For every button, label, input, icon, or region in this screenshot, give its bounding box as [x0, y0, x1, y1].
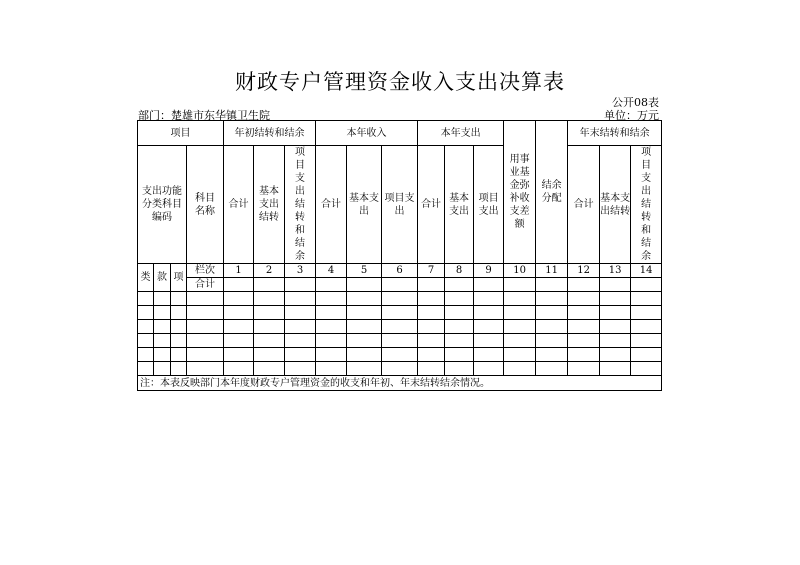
data-cell: [285, 348, 316, 362]
header-distribution: 结余分配: [536, 121, 568, 264]
table-row: [138, 320, 662, 334]
data-cell: [536, 348, 568, 362]
data-cell: [474, 362, 504, 376]
data-cell: [504, 362, 536, 376]
data-cell: [504, 320, 536, 334]
data-cell: [171, 320, 187, 334]
col-number: 4: [316, 264, 347, 278]
data-cell: [224, 348, 254, 362]
data-cell: [600, 320, 631, 334]
data-cell: [445, 292, 474, 306]
data-cell: [504, 278, 536, 292]
data-cell: [138, 292, 154, 306]
data-cell: [445, 278, 474, 292]
data-cell: [568, 306, 600, 320]
data-cell: [474, 320, 504, 334]
header-kuan: 款: [154, 264, 171, 292]
data-cell: [347, 348, 382, 362]
data-cell: [568, 362, 600, 376]
form-number: 公开08表: [612, 96, 659, 109]
data-cell: [418, 362, 445, 376]
data-cell: [418, 292, 445, 306]
header-begin-basic: 基本支出结转: [254, 146, 285, 264]
department-label: 部门：楚雄市东华镇卫生院: [138, 109, 270, 122]
data-cell: [171, 306, 187, 320]
header-end-group: 年末结转和结余: [568, 121, 662, 146]
header-income-group: 本年收入: [316, 121, 418, 146]
data-cell: [254, 334, 285, 348]
header-subject-name: 科目名称: [187, 146, 224, 264]
data-cell: [445, 320, 474, 334]
data-cell: [347, 306, 382, 320]
data-cell: [254, 292, 285, 306]
data-cell: [347, 278, 382, 292]
report-table: [137, 120, 662, 391]
col-number: 13: [600, 264, 631, 278]
data-cell: [600, 278, 631, 292]
data-cell: [254, 320, 285, 334]
data-cell: [536, 320, 568, 334]
data-cell: [600, 362, 631, 376]
data-cell: [224, 278, 254, 292]
data-cell: [418, 320, 445, 334]
data-cell: [382, 292, 418, 306]
data-cell: [568, 348, 600, 362]
data-cell: [631, 292, 662, 306]
data-cell: [154, 320, 171, 334]
data-cell: [504, 306, 536, 320]
col-number: 6: [382, 264, 418, 278]
unit-label: 单位：万元: [604, 109, 659, 122]
col-number: 8: [445, 264, 474, 278]
data-cell: [600, 348, 631, 362]
data-cell: [418, 306, 445, 320]
col-number: 1: [224, 264, 254, 278]
data-cell: [474, 306, 504, 320]
data-cell: [536, 334, 568, 348]
data-cell: [600, 306, 631, 320]
data-cell: [382, 334, 418, 348]
data-cell: [171, 362, 187, 376]
header-subsidy: 用事业基金弥补收支差额: [504, 121, 536, 264]
data-cell: [536, 278, 568, 292]
data-cell: [474, 334, 504, 348]
data-cell: [254, 362, 285, 376]
header-expense-project: 项目支出: [474, 146, 504, 264]
data-cell: [316, 320, 347, 334]
data-cell: [347, 334, 382, 348]
col-number: 14: [631, 264, 662, 278]
data-cell: [382, 348, 418, 362]
data-cell: [382, 320, 418, 334]
data-cell: [187, 320, 224, 334]
header-income-project: 项目支出: [382, 146, 418, 264]
data-cell: [154, 306, 171, 320]
data-cell: [316, 348, 347, 362]
data-cell: [600, 292, 631, 306]
data-cell: [138, 306, 154, 320]
data-cell: [171, 348, 187, 362]
table-row: [138, 292, 662, 306]
data-cell: [138, 320, 154, 334]
data-cell: [631, 278, 662, 292]
data-cell: [154, 292, 171, 306]
data-cell: [347, 362, 382, 376]
table-row: [138, 348, 662, 362]
header-expense-basic: 基本支出: [445, 146, 474, 264]
data-cell: [316, 278, 347, 292]
data-cell: [418, 334, 445, 348]
data-cell: [347, 292, 382, 306]
data-cell: [418, 348, 445, 362]
header-end-basic: 基本支出结转: [600, 146, 631, 264]
data-cell: [382, 362, 418, 376]
data-cell: [504, 348, 536, 362]
data-cell: [474, 292, 504, 306]
data-cell: [285, 292, 316, 306]
col-number: 10: [504, 264, 536, 278]
data-cell: [631, 334, 662, 348]
data-cell: [187, 334, 224, 348]
header-begin-group: 年初结转和结余: [224, 121, 316, 146]
data-cell: [138, 348, 154, 362]
data-cell: [568, 278, 600, 292]
col-number: 2: [254, 264, 285, 278]
data-cell: [445, 348, 474, 362]
header-lanci: 栏次: [187, 264, 224, 278]
header-end-project: 项目支出结转和结余: [631, 146, 662, 264]
data-cell: [316, 362, 347, 376]
data-cell: [536, 362, 568, 376]
data-cell: [138, 362, 154, 376]
data-cell: [285, 320, 316, 334]
data-cell: [316, 306, 347, 320]
header-income-total: 合计: [316, 146, 347, 264]
col-number: 7: [418, 264, 445, 278]
data-cell: [138, 334, 154, 348]
data-cell: [224, 362, 254, 376]
data-cell: [504, 292, 536, 306]
data-cell: [631, 306, 662, 320]
data-cell: [187, 306, 224, 320]
header-func-code: 支出功能分类科目编码: [138, 146, 187, 264]
data-cell: [224, 292, 254, 306]
data-cell: [631, 348, 662, 362]
header-begin-project: 项目支出结转和结余: [285, 146, 316, 264]
data-cell: [631, 320, 662, 334]
col-number: 9: [474, 264, 504, 278]
data-cell: [171, 292, 187, 306]
data-cell: [171, 334, 187, 348]
data-cell: [154, 334, 171, 348]
col-number: 3: [285, 264, 316, 278]
data-cell: [347, 320, 382, 334]
data-cell: [224, 320, 254, 334]
header-item: 项目: [138, 121, 224, 146]
data-cell: [568, 292, 600, 306]
header-lei: 类: [138, 264, 154, 292]
data-cell: [474, 278, 504, 292]
data-cell: [187, 348, 224, 362]
data-cell: [568, 320, 600, 334]
col-number: 11: [536, 264, 568, 278]
header-begin-total: 合计: [224, 146, 254, 264]
header-income-basic: 基本支出: [347, 146, 382, 264]
data-cell: [474, 348, 504, 362]
row-total-label: 合计: [187, 278, 224, 292]
header-expense-total: 合计: [418, 146, 445, 264]
data-cell: [600, 334, 631, 348]
data-cell: [285, 278, 316, 292]
data-cell: [418, 278, 445, 292]
col-number: 12: [568, 264, 600, 278]
table-row: [138, 362, 662, 376]
data-cell: [154, 362, 171, 376]
data-cell: [154, 348, 171, 362]
header-expense-group: 本年支出: [418, 121, 504, 146]
header-end-total: 合计: [568, 146, 600, 264]
data-cell: [445, 334, 474, 348]
table-note: 注：本表反映部门本年度财政专户管理资金的收支和年初、年末结转结余情况。: [138, 376, 662, 391]
data-cell: [316, 334, 347, 348]
data-cell: [445, 362, 474, 376]
data-cell: [285, 306, 316, 320]
col-number: 5: [347, 264, 382, 278]
table-row: [138, 334, 662, 348]
report-title: 财政专户管理资金收入支出决算表: [235, 70, 565, 94]
data-cell: [536, 306, 568, 320]
data-cell: [224, 334, 254, 348]
data-cell: [285, 334, 316, 348]
data-cell: [254, 306, 285, 320]
data-cell: [254, 348, 285, 362]
data-cell: [504, 334, 536, 348]
data-cell: [187, 292, 224, 306]
table-row: [138, 306, 662, 320]
data-cell: [187, 362, 224, 376]
data-cell: [382, 306, 418, 320]
data-cell: [568, 334, 600, 348]
data-cell: [285, 362, 316, 376]
data-cell: [631, 362, 662, 376]
data-cell: [254, 278, 285, 292]
data-cell: [316, 292, 347, 306]
data-cell: [224, 306, 254, 320]
data-cell: [382, 278, 418, 292]
header-xiang: 项: [171, 264, 187, 292]
data-cell: [445, 306, 474, 320]
data-cell: [536, 292, 568, 306]
